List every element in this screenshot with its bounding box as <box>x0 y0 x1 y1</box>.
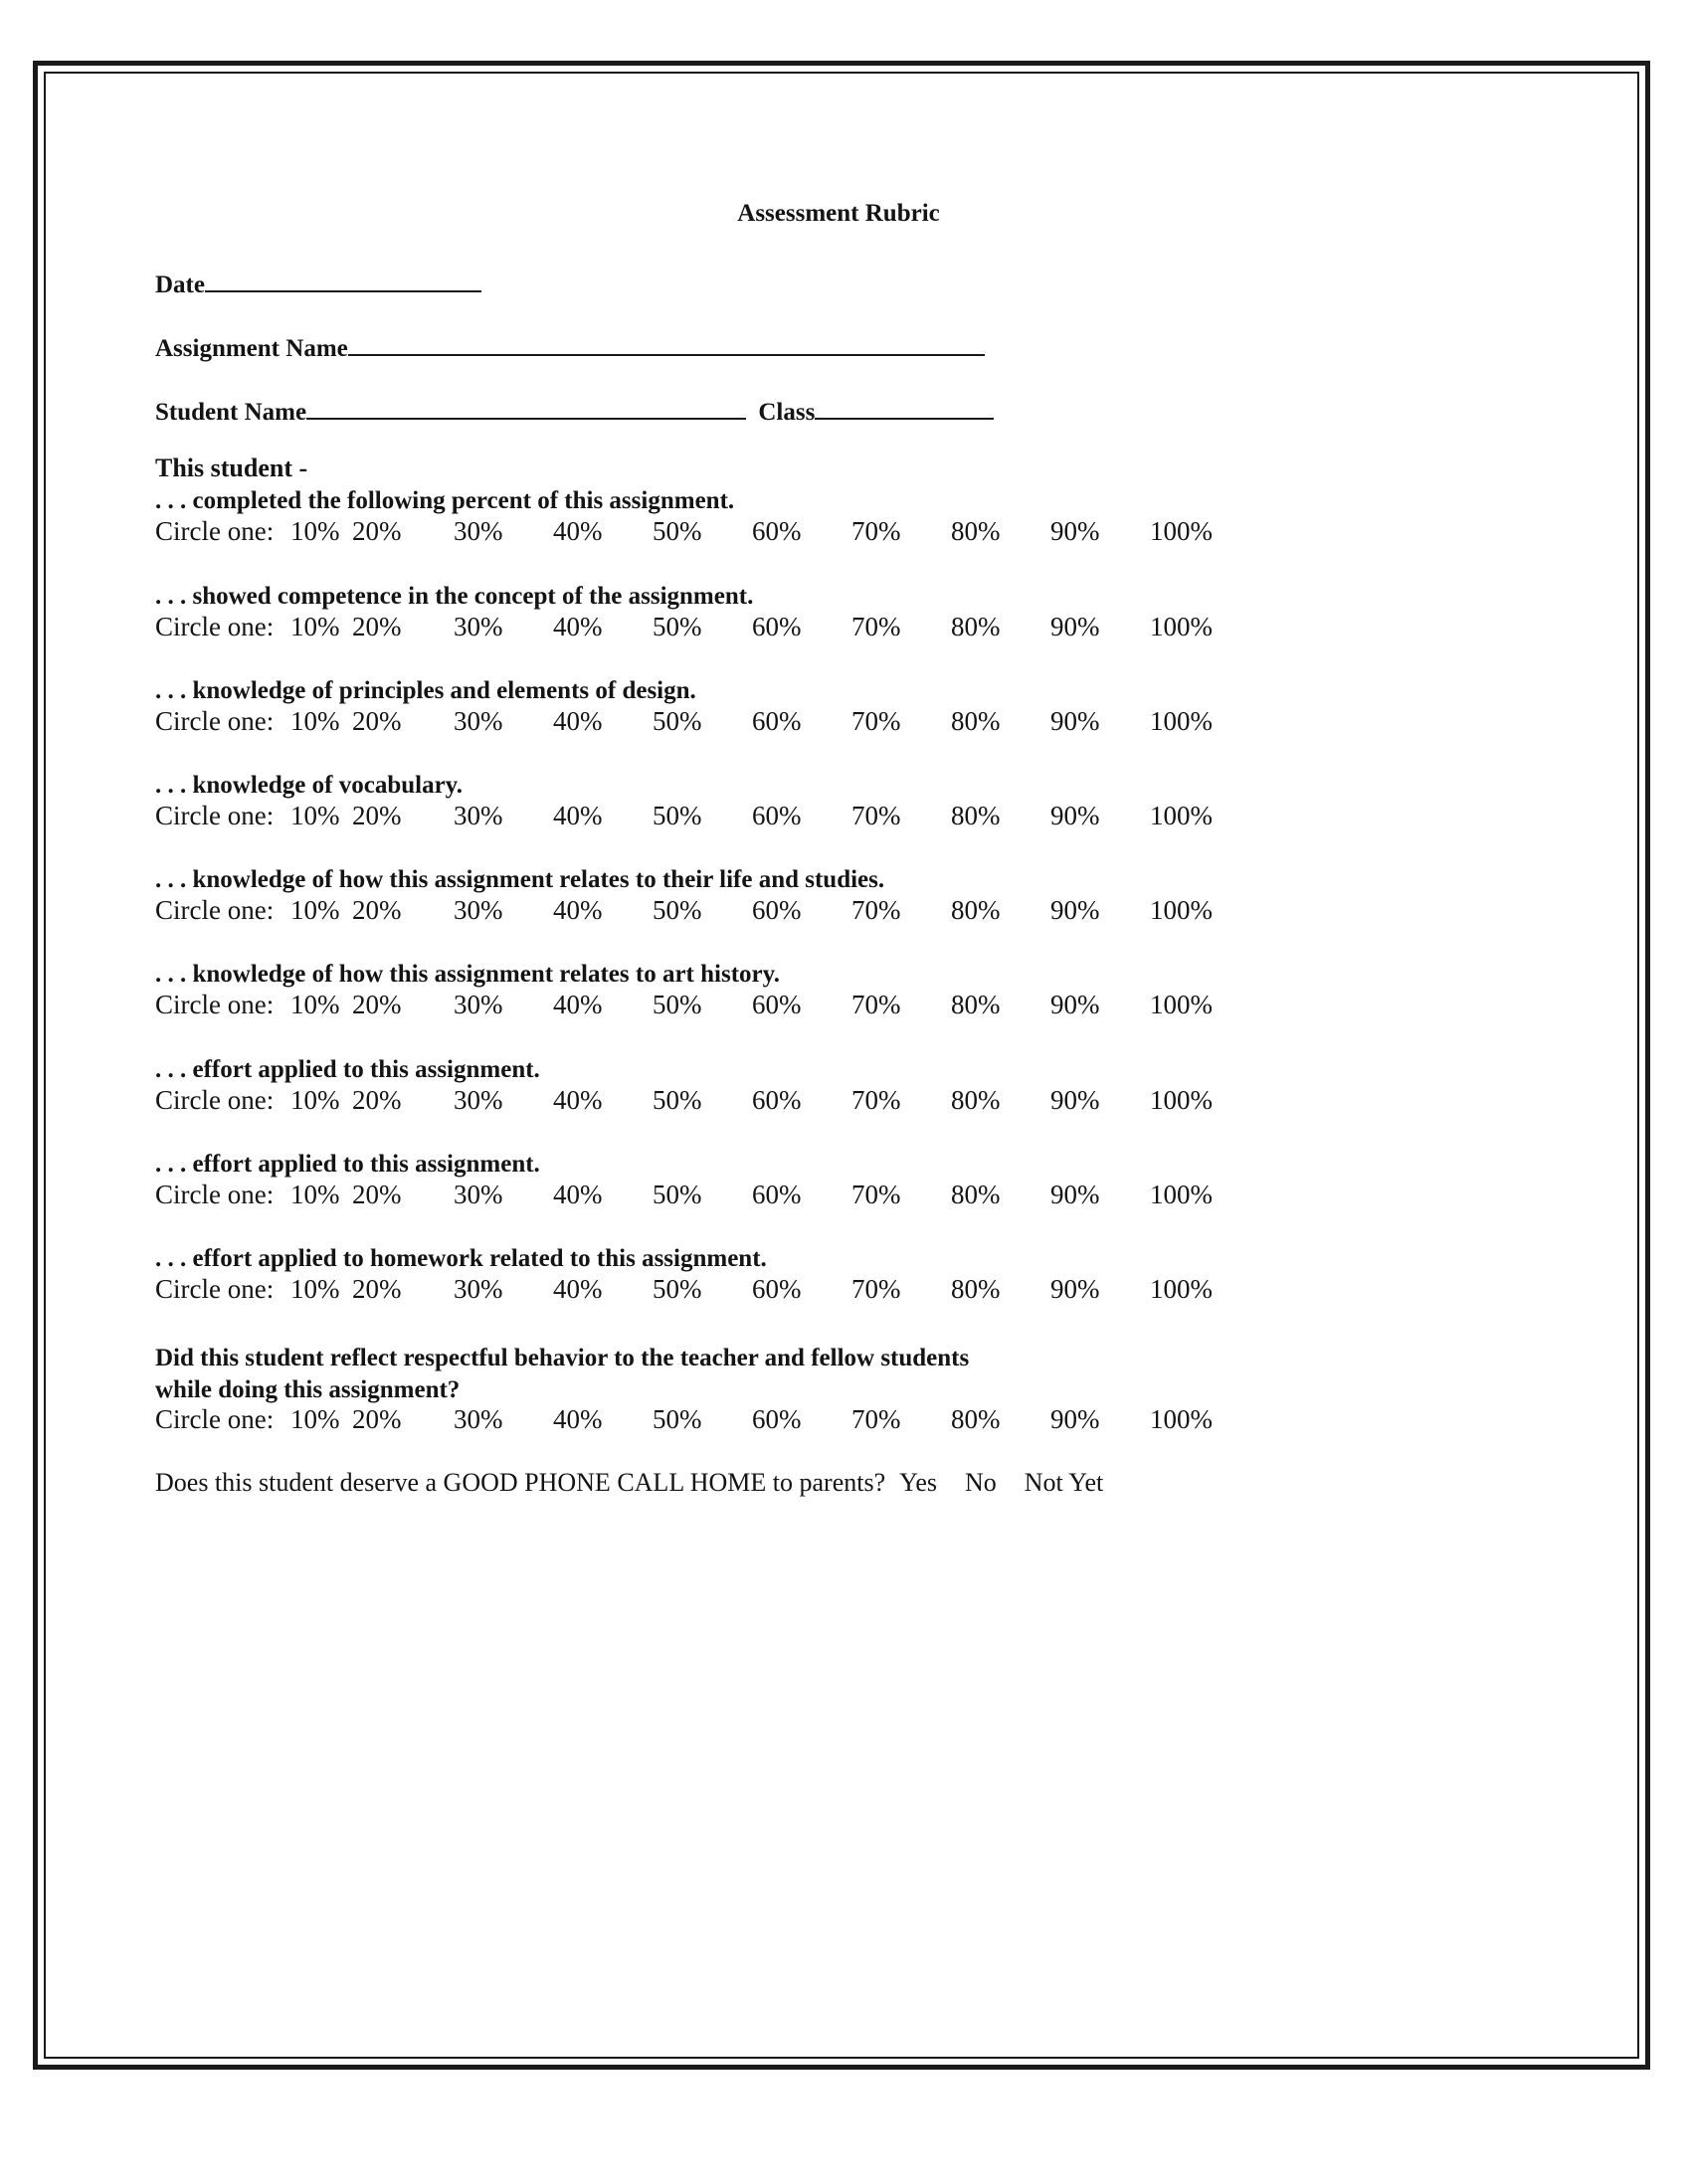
circle-one-label: Circle one: <box>155 612 275 641</box>
phone-call-question <box>155 1468 1103 1498</box>
percent-option-50[interactable]: 50% <box>653 706 702 736</box>
percent-option-90[interactable]: 90% <box>1050 895 1100 925</box>
percent-option-20[interactable]: 20% <box>352 895 402 925</box>
behavior-question-line-1: Did this student reflect respectful behavior to the teacher and fellow students <box>155 1345 970 1371</box>
percent-option-60[interactable]: 60% <box>752 990 802 1019</box>
percent-option-30[interactable]: 30% <box>454 801 503 830</box>
percent-option-60[interactable]: 60% <box>752 1404 802 1434</box>
percent-option-40[interactable]: 40% <box>553 516 603 546</box>
percent-option-70[interactable]: 70% <box>851 895 901 925</box>
percent-option-10[interactable]: 10% <box>290 1085 340 1115</box>
percent-option-50[interactable]: 50% <box>653 516 702 546</box>
circle-one-label: Circle one: <box>155 706 275 736</box>
percent-option-30[interactable]: 30% <box>454 895 503 925</box>
rubric-scale-2 <box>155 612 1249 645</box>
percent-option-20[interactable]: 20% <box>352 516 402 546</box>
rubric-scale-8 <box>155 1180 1249 1213</box>
percent-option-20[interactable]: 20% <box>352 612 402 641</box>
behavior-scale <box>155 1404 1249 1438</box>
percent-option-100[interactable]: 100% <box>1150 1085 1213 1115</box>
percent-option-70[interactable]: 70% <box>851 1085 901 1115</box>
percent-option-20[interactable]: 20% <box>352 1404 402 1434</box>
percent-option-40[interactable]: 40% <box>553 1274 603 1304</box>
percent-option-100[interactable]: 100% <box>1150 1404 1213 1434</box>
percent-option-40[interactable]: 40% <box>553 895 603 925</box>
percent-option-50[interactable]: 50% <box>653 895 702 925</box>
percent-option-100[interactable]: 100% <box>1150 990 1213 1019</box>
student-name-label: Student Name <box>155 399 307 426</box>
percent-option-60[interactable]: 60% <box>752 516 802 546</box>
percent-option-50[interactable]: 50% <box>653 1085 702 1115</box>
rubric-scale-6 <box>155 990 1249 1023</box>
behavior-question <box>155 1343 969 1406</box>
percent-option-10[interactable]: 10% <box>290 516 340 546</box>
percent-option-20[interactable]: 20% <box>352 1085 402 1115</box>
percent-option-80[interactable]: 80% <box>951 895 1001 925</box>
percent-option-40[interactable]: 40% <box>553 1404 603 1434</box>
phone-option-yes[interactable]: Yes <box>899 1468 937 1497</box>
rubric-scale-5 <box>155 895 1249 929</box>
percent-option-20[interactable]: 20% <box>352 706 402 736</box>
circle-one-label: Circle one: <box>155 1404 275 1434</box>
intro-heading: This student - <box>155 454 308 482</box>
assignment-name-blank-line[interactable] <box>348 328 985 356</box>
percent-option-40[interactable]: 40% <box>553 990 603 1019</box>
phone-option-no[interactable]: No <box>964 1468 997 1497</box>
percent-option-100[interactable]: 100% <box>1150 801 1213 830</box>
percent-option-80[interactable]: 80% <box>951 1274 1001 1304</box>
percent-option-100[interactable]: 100% <box>1150 612 1213 641</box>
student-name-blank-line[interactable] <box>306 392 746 420</box>
assignment-name-label: Assignment Name <box>155 335 348 362</box>
percent-option-90[interactable]: 90% <box>1050 1180 1100 1209</box>
percent-option-50[interactable]: 50% <box>653 612 702 641</box>
percent-option-10[interactable]: 10% <box>290 1274 340 1304</box>
percent-option-60[interactable]: 60% <box>752 1274 802 1304</box>
rubric-scale-1 <box>155 516 1249 550</box>
percent-option-100[interactable]: 100% <box>1150 516 1213 546</box>
rubric-scale-7 <box>155 1085 1249 1119</box>
rubric-question-9: . . . effort applied to homework related to this assignment. <box>155 1245 767 1272</box>
percent-option-10[interactable]: 10% <box>290 990 340 1019</box>
percent-option-90[interactable]: 90% <box>1050 990 1100 1019</box>
percent-option-30[interactable]: 30% <box>454 1404 503 1434</box>
percent-option-60[interactable]: 60% <box>752 612 802 641</box>
class-blank-line[interactable] <box>815 392 994 420</box>
percent-option-10[interactable]: 10% <box>290 801 340 830</box>
percent-option-70[interactable]: 70% <box>851 516 901 546</box>
percent-option-90[interactable]: 90% <box>1050 801 1100 830</box>
percent-option-30[interactable]: 30% <box>454 612 503 641</box>
percent-option-30[interactable]: 30% <box>454 1085 503 1115</box>
percent-option-80[interactable]: 80% <box>951 1404 1001 1434</box>
percent-option-80[interactable]: 80% <box>951 801 1001 830</box>
rubric-question-4: . . . knowledge of vocabulary. <box>155 772 464 799</box>
percent-option-70[interactable]: 70% <box>851 1274 901 1304</box>
percent-option-80[interactable]: 80% <box>951 706 1001 736</box>
percent-option-70[interactable]: 70% <box>851 990 901 1019</box>
circle-one-label: Circle one: <box>155 801 275 830</box>
percent-option-10[interactable]: 10% <box>290 895 340 925</box>
percent-option-90[interactable]: 90% <box>1050 1404 1100 1434</box>
rubric-question-2: . . . showed competence in the concept of the assignment. <box>155 583 754 610</box>
phone-question-text: Does this student deserve a GOOD PHONE CALL HOME to parents? <box>155 1468 886 1497</box>
phone-option-not-yet[interactable]: Not Yet <box>1024 1468 1104 1497</box>
circle-one-label: Circle one: <box>155 1085 275 1115</box>
percent-option-50[interactable]: 50% <box>653 990 702 1019</box>
percent-option-60[interactable]: 60% <box>752 1085 802 1115</box>
circle-one-label: Circle one: <box>155 895 275 925</box>
percent-option-100[interactable]: 100% <box>1150 1274 1213 1304</box>
rubric-question-5: . . . knowledge of how this assignment relates to their life and studies. <box>155 866 885 893</box>
percent-option-80[interactable]: 80% <box>951 612 1001 641</box>
percent-option-100[interactable]: 100% <box>1150 895 1213 925</box>
percent-option-40[interactable]: 40% <box>553 1180 603 1209</box>
percent-option-40[interactable]: 40% <box>553 801 603 830</box>
percent-option-40[interactable]: 40% <box>553 706 603 736</box>
percent-option-10[interactable]: 10% <box>290 1404 340 1434</box>
percent-option-40[interactable]: 40% <box>553 612 603 641</box>
percent-option-60[interactable]: 60% <box>752 895 802 925</box>
percent-option-50[interactable]: 50% <box>653 1274 702 1304</box>
rubric-question-7: . . . effort applied to this assignment. <box>155 1056 540 1083</box>
rubric-question-3: . . . knowledge of principles and elements of design. <box>155 677 696 704</box>
percent-option-30[interactable]: 30% <box>454 1180 503 1209</box>
class-label: Class <box>758 399 816 426</box>
percent-option-80[interactable]: 80% <box>951 1085 1001 1115</box>
page-title: Assessment Rubric <box>737 200 940 227</box>
percent-option-80[interactable]: 80% <box>951 516 1001 546</box>
behavior-question-line-2: while doing this assignment? <box>155 1376 461 1403</box>
percent-option-70[interactable]: 70% <box>851 801 901 830</box>
percent-option-20[interactable]: 20% <box>352 801 402 830</box>
date-label: Date <box>155 272 205 298</box>
circle-one-label: Circle one: <box>155 1180 275 1209</box>
percent-option-90[interactable]: 90% <box>1050 516 1100 546</box>
percent-option-70[interactable]: 70% <box>851 612 901 641</box>
percent-option-20[interactable]: 20% <box>352 990 402 1019</box>
rubric-question-1: . . . completed the following percent of this assignment. <box>155 487 735 514</box>
percent-option-50[interactable]: 50% <box>653 801 702 830</box>
percent-option-90[interactable]: 90% <box>1050 1085 1100 1115</box>
percent-option-10[interactable]: 10% <box>290 1180 340 1209</box>
percent-option-60[interactable]: 60% <box>752 706 802 736</box>
percent-option-50[interactable]: 50% <box>653 1180 702 1209</box>
rubric-scale-3 <box>155 706 1249 740</box>
percent-option-60[interactable]: 60% <box>752 1180 802 1209</box>
percent-option-80[interactable]: 80% <box>951 990 1001 1019</box>
percent-option-70[interactable]: 70% <box>851 1180 901 1209</box>
percent-option-20[interactable]: 20% <box>352 1180 402 1209</box>
rubric-scale-4 <box>155 801 1249 834</box>
percent-option-100[interactable]: 100% <box>1150 1180 1213 1209</box>
circle-one-label: Circle one: <box>155 516 275 546</box>
percent-option-10[interactable]: 10% <box>290 612 340 641</box>
circle-one-label: Circle one: <box>155 1274 275 1304</box>
date-blank-line[interactable] <box>205 265 481 292</box>
date-field[interactable] <box>155 265 481 299</box>
assignment-name-field[interactable] <box>155 328 985 363</box>
percent-option-100[interactable]: 100% <box>1150 706 1213 736</box>
percent-option-40[interactable]: 40% <box>553 1085 603 1115</box>
percent-option-90[interactable]: 90% <box>1050 1274 1100 1304</box>
rubric-scale-9 <box>155 1274 1249 1308</box>
percent-option-50[interactable]: 50% <box>653 1404 702 1434</box>
rubric-question-8: . . . effort applied to this assignment. <box>155 1151 540 1178</box>
percent-option-90[interactable]: 90% <box>1050 706 1100 736</box>
circle-one-label: Circle one: <box>155 990 275 1019</box>
percent-option-30[interactable]: 30% <box>454 516 503 546</box>
percent-option-90[interactable]: 90% <box>1050 612 1100 641</box>
rubric-question-6: . . . knowledge of how this assignment relates to art history. <box>155 961 781 988</box>
percent-option-30[interactable]: 30% <box>454 990 503 1019</box>
percent-option-10[interactable]: 10% <box>290 706 340 736</box>
percent-option-70[interactable]: 70% <box>851 706 901 736</box>
percent-option-80[interactable]: 80% <box>951 1180 1001 1209</box>
percent-option-20[interactable]: 20% <box>352 1274 402 1304</box>
percent-option-30[interactable]: 30% <box>454 1274 503 1304</box>
student-name-field[interactable] <box>155 392 994 427</box>
percent-option-60[interactable]: 60% <box>752 801 802 830</box>
percent-option-70[interactable]: 70% <box>851 1404 901 1434</box>
percent-option-30[interactable]: 30% <box>454 706 503 736</box>
